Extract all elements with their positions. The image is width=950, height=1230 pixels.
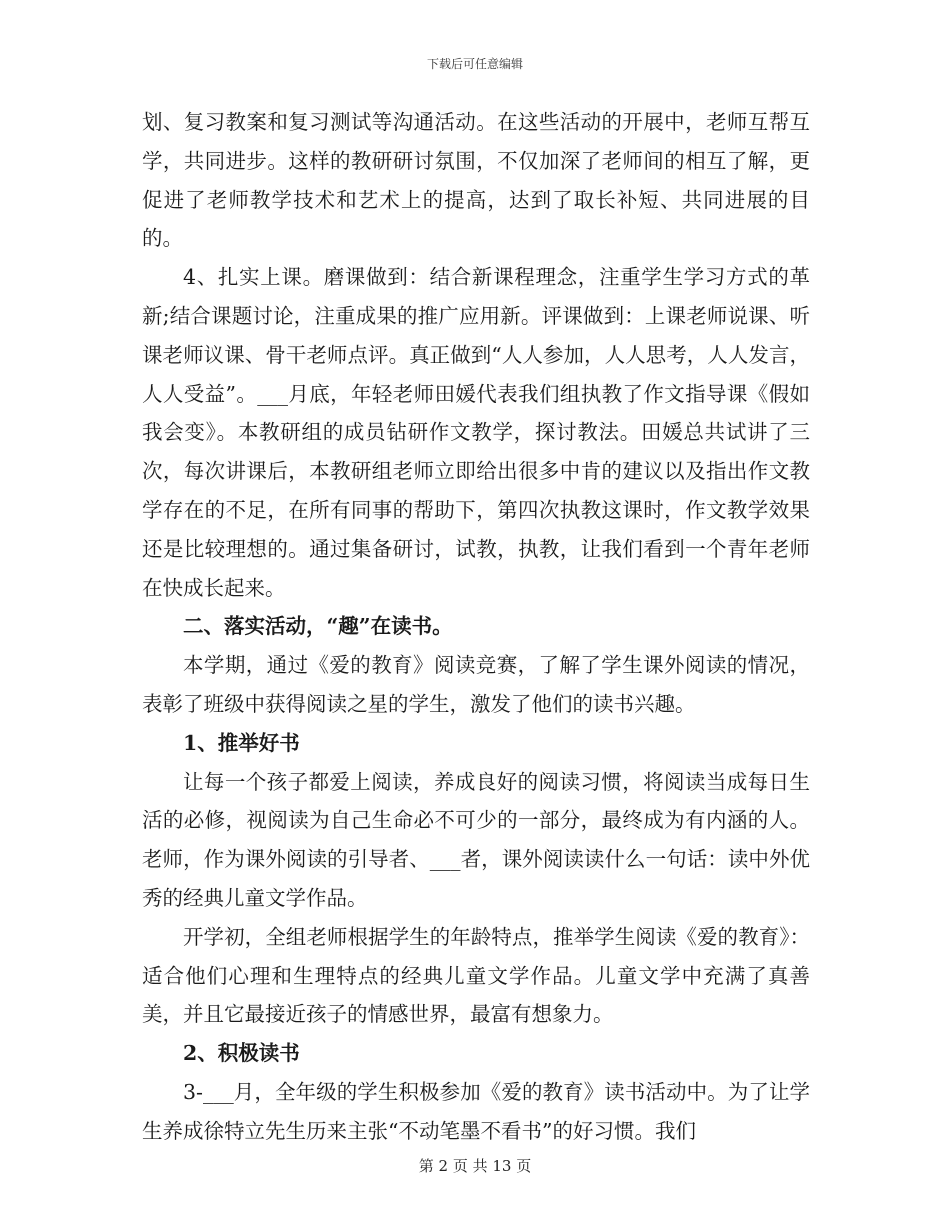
paragraph: 开学初，全组老师根据学生的年龄特点，推举学生阅读《爱的教育》：适合他们心理和生理特点的经典儿童文学作品。儿童文学中充满了真善美，并且它最接近孩子的情感世界，最富有想象力。 (142, 924, 810, 1027)
subsection-heading: 1、推举好书 (183, 730, 300, 755)
page-number: 第 2 页 共 13 页 (418, 1157, 532, 1175)
paragraph: 划、复习教案和复习测试等沟通活动。在这些活动的开展中，老师互帮互学，共同进步。这样的教研研讨氛围，不仅加深了老师间的相互了解，更促进了老师教学技术和艺术上的提高，达到了取长补短、共同进展的目的。 (142, 110, 810, 251)
section-heading: 二、落实活动，“趣”在读书。 (183, 614, 453, 639)
paragraph: 4、扎实上课。磨课做到：结合新课程理念，注重学生学习方式的革新;结合课题讨论，注重成果的推广应用新。评课做到：上课老师说课、听课老师议课、骨干老师点评。真正做到“人人参加，人人思考，人人发言，人人受益”。___月底，年轻老师田媛代表我们组执教了作文指导课《假如我会变》。本教研组的成员钻研作文教学，探讨教法。田媛总共试讲了三次，每次讲课后，本教研组老师立即给出很多中肯的建议以及指出作文教学存在的不足，在所有同事的帮助下，第四次执教这课时，作文教学效果还是比较理想的。通过集备研讨，试教，执教，让我们看到一个青年老师在快成长起来。 (142, 265, 810, 600)
page-header-note: 下载后可任意编辑 (426, 57, 523, 71)
subsection-heading: 2、积极读书 (183, 1041, 300, 1066)
paragraph: 本学期，通过《爱的教育》阅读竞赛，了解了学生课外阅读的情况，表彰了班级中获得阅读之星的学生，激发了他们的读书兴趣。 (142, 653, 810, 716)
document-body (142, 103, 810, 1151)
paragraph: 3-___月，全年级的学生积极参加《爱的教育》读书活动中。为了让学生养成徐特立先生历来主张“不动笔墨不看书”的好习惯。我们 (142, 1079, 810, 1143)
paragraph: 让每一个孩子都爱上阅读，养成良好的阅读习惯，将阅读当成每日生活的必修，视阅读为自己生命必不可少的一部分，最终成为有内涵的人。老师，作为课外阅读的引导者、___者，课外阅读读什么一句话：读中外优秀的经典儿童文学作品。 (142, 769, 810, 910)
